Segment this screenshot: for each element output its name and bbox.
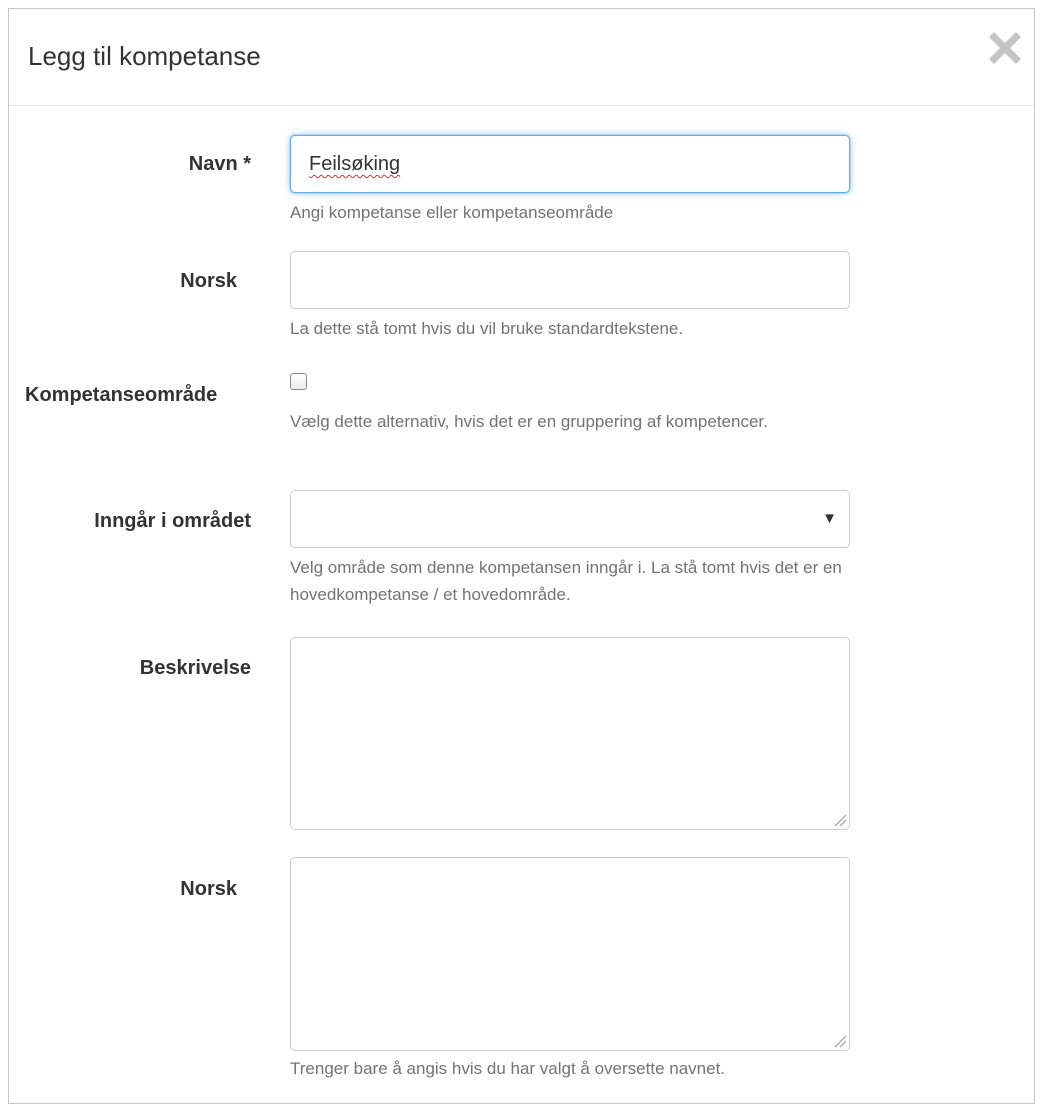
description-norwegian-help-text: Trenger bare å angis hvis du har valgt å oversette navnet.	[290, 1059, 726, 1078]
parent-area-label: Inngår i området	[94, 510, 251, 532]
competence-area-label: Kompetanseområde	[25, 384, 218, 406]
add-competence-dialog	[8, 8, 1035, 1104]
name-help-text: Angi kompetanse eller kompetanseområde	[290, 203, 614, 222]
description-norwegian-textarea[interactable]	[290, 857, 850, 1051]
dialog-header	[9, 9, 1034, 106]
name-norwegian-input[interactable]	[290, 251, 850, 309]
name-norwegian-help-text: La dette stå tomt hvis du vil bruke standardtekstene.	[290, 319, 684, 338]
name-input-value: Feilsøking	[309, 153, 401, 175]
dropdown-arrow-icon: ▼	[822, 510, 837, 527]
close-icon[interactable]	[988, 31, 1022, 65]
description-norwegian-label: Norsk	[180, 878, 237, 900]
name-norwegian-label: Norsk	[180, 270, 237, 292]
resize-handle-icon[interactable]	[834, 1035, 847, 1048]
description-textarea[interactable]	[290, 637, 850, 830]
dialog-title: Legg til kompetanse	[28, 41, 261, 71]
competence-area-help-text: Vælg dette alternativ, hvis det er en gruppering af kompetencer.	[290, 412, 768, 431]
name-input[interactable]	[290, 135, 850, 193]
competence-area-checkbox[interactable]	[290, 373, 307, 390]
description-label: Beskrivelse	[139, 657, 251, 679]
parent-area-help-text: Velg område som denne kompetansen inngår i. La stå tomt hvis det er en hovedkompetanse / et hovedområde.	[290, 558, 842, 604]
parent-area-select[interactable]	[290, 490, 850, 548]
name-label: Navn *	[188, 153, 251, 175]
resize-handle-icon[interactable]	[834, 814, 847, 827]
